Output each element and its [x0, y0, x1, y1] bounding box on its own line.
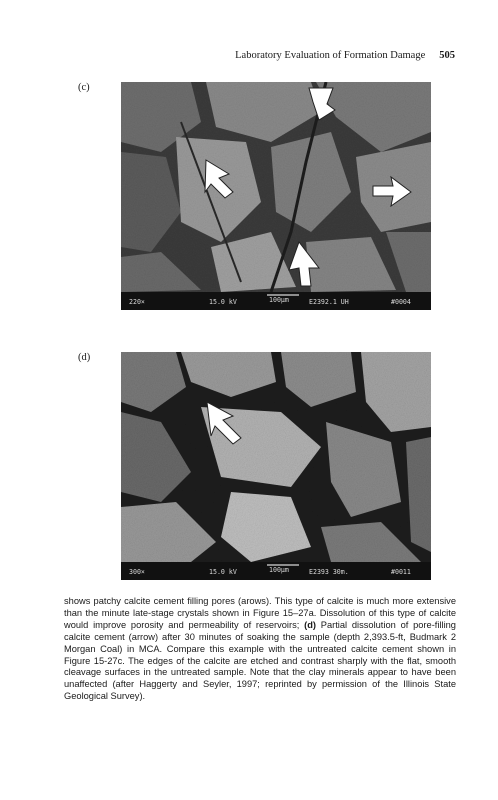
running-header: [195, 50, 455, 64]
databar-scale-c: 100µm: [269, 296, 289, 304]
databar-mag-d: 300×: [129, 568, 145, 576]
running-title: Laboratory Evaluation of Formation Damage: [235, 50, 426, 61]
sem-micrograph-d: [121, 352, 431, 580]
page-number: 505: [439, 50, 455, 61]
databar-kv-c: 15.0 kV: [209, 298, 237, 306]
caption-part-2: Partial dissolution of pore-filling calcite cement (arrow) after 30 minutes of soaking the sample (depth 2,393.5-ft, Budmark 2 Morgan Coal) in MCA. Compare this example with the untreated calcite cement shown in Figure 15-27c. The edges of the calcite are etched and contrast sharply with the flat, smooth cleavage surfaces in the untreated sample. Note that the clay minerals appear to have been unaffected (after Haggerty and Seyler, 1997; reprinted by permission of the Illinois State Geological Survey).: [64, 619, 456, 702]
caption-part-1: shows patchy calcite cement filling pores (arows). This type of calcite is much more extensive than the minute late-stage crystals shown in Figure 15–27a. Dissolution of this type of calcite would improve porosity and permeability of reservoirs;: [64, 596, 456, 630]
databar-ident-d: E2393 30m.: [309, 568, 349, 576]
databar-frame-c: #0004: [391, 298, 411, 306]
databar-kv-d: 15.0 kV: [209, 568, 237, 576]
databar-ident-c: E2392.1 UH: [309, 298, 349, 306]
sem-image-d: [121, 352, 431, 580]
sem-micrograph-c: [121, 82, 431, 310]
databar-scale-d: 100µm: [269, 566, 289, 574]
panel-label-d: (d): [78, 352, 91, 363]
databar-frame-d: #0011: [391, 568, 411, 576]
sem-image-c: [121, 82, 431, 310]
databar-mag-c: 220×: [129, 298, 145, 306]
panel-label-c: (c): [78, 82, 90, 93]
caption-panel-d-marker: (d): [304, 619, 316, 630]
figure-caption: [64, 596, 456, 703]
